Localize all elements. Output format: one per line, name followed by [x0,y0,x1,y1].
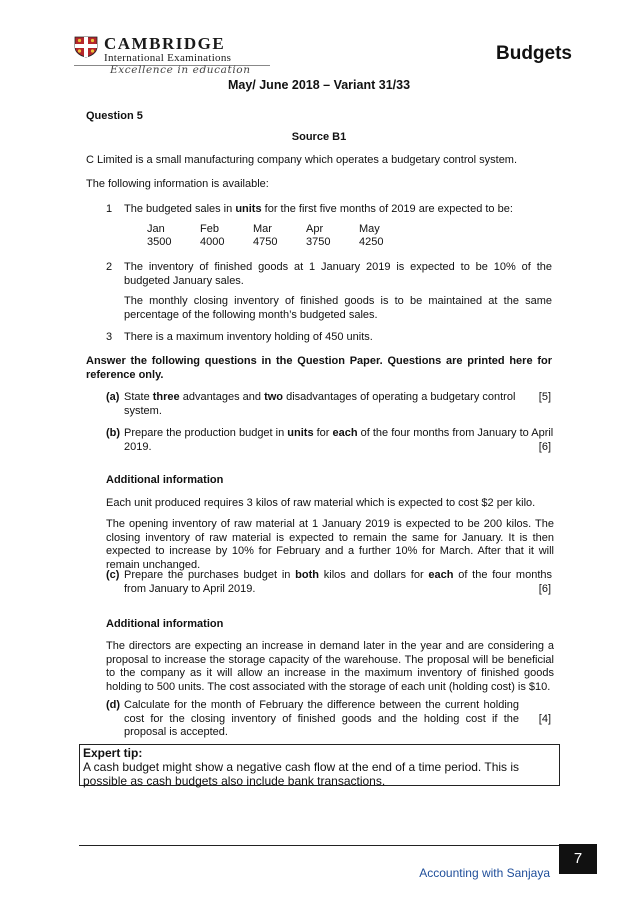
month-cell: Feb [200,223,219,235]
answer-note: Answer the following questions in the Question Paper. Questions are printed here for reference only. [86,355,552,381]
cambridge-logo [74,34,274,78]
sales-cell: 3500 [147,236,172,248]
exam-title: May/ June 2018 – Variant 31/33 [227,78,411,92]
item-2-number: 2 [106,261,113,273]
part-b-label: (b) [106,427,121,439]
page-number: 7 [559,844,597,874]
part-a-b2: two [264,391,284,403]
sales-cell: 4250 [359,236,384,248]
crest-icon [74,36,98,58]
item-1-number: 1 [106,203,113,215]
part-a-label: (a) [106,391,120,403]
item-2-text-1: The inventory of finished goods at 1 January 2019 is expected to be 10% of the budgeted January sales. [124,261,552,287]
part-c-marks: [6] [538,583,551,595]
part-b-marks: [6] [538,441,551,453]
month-cell: Jan [147,223,165,235]
question-heading: Question 5 [86,110,143,122]
part-b-t3: of the four months from January to April 2019. [124,427,554,453]
part-c-t2: kilos and dollars for [319,569,429,581]
part-b-t1: Prepare the production budget in [124,427,288,439]
part-c-b1: both [295,569,319,581]
expert-tip-title: Expert tip: [83,746,143,760]
part-d-marks: [4] [538,713,551,725]
part-a-t1: State [124,391,153,403]
part-b-b1: units [287,427,314,439]
part-c-t1: Prepare the purchases budget in [124,569,296,581]
sales-cell: 4750 [253,236,278,248]
part-c-text [124,569,552,596]
expert-tip-box [79,744,560,786]
item-1-text [124,203,552,217]
sales-table [147,223,412,249]
additional-info-heading-1: Additional information [106,474,224,486]
additional-info-1-p2: The opening inventory of raw material at 1 January 2019 is expected to be 200 kilos. The closing inventory of raw material is expected to remain the same for January. It is then expected to increase by 10% for February and a further 10% for March. After that it will remain unchanged. [106,518,554,571]
item-3-text: There is a maximum inventory holding of 450 units. [124,331,373,343]
additional-info-2-p1: The directors are expecting an increase in demand later in the year and are considering a proposal to increase the storage capacity of the warehouse. The proposal will be beneficial to the company as it will allow an increase in the maximum inventory of finished goods holding to 500 units. The cost associated with the storage of each unit (holding cost) is $10. [106,640,554,693]
source-heading: Source B1 [291,131,347,143]
month-cell: Apr [306,223,324,235]
item-1-text-bold: units [235,203,262,215]
item-1-text-a: The budgeted sales in [124,203,236,215]
item-1-text-b: for the first five months of 2019 are expected to be: [261,203,513,215]
sales-cell: 4000 [200,236,225,248]
additional-info-1-p1: Each unit produced requires 3 kilos of raw material which is expected to cost $2 per kilo. [106,497,536,509]
item-2-text-2: The monthly closing inventory of finished goods is to be maintained at the same percentage of the following month’s budgeted sales. [124,295,552,321]
part-c-b2: each [428,569,454,581]
sales-values-row [147,236,412,249]
footer-divider [79,845,560,846]
month-cell: May [359,223,380,235]
logo-tagline: Excellence in education [110,64,251,76]
part-a-t3: disadvantages of operating a budgetary control system. [124,391,516,417]
part-a-t2: advantages and [179,391,265,403]
logo-main-text: CAMBRIDGE [104,34,226,53]
part-a-b1: three [152,391,180,403]
part-b-t2: for [313,427,333,439]
footer-text: Accounting with Sanjaya [419,866,550,880]
part-a-marks: [5] [538,391,551,403]
part-b-text [124,427,554,454]
part-c-label: (c) [106,569,120,581]
info-lead-text: The following information is available: [86,178,269,190]
logo-sub-text: International Examinations [104,52,232,64]
part-b-b2: each [332,427,358,439]
item-3-number: 3 [106,331,113,343]
sales-cell: 3750 [306,236,331,248]
part-c-t3: of the four months from January to April 2019. [124,569,552,595]
part-d-label: (d) [106,699,121,711]
intro-text: C Limited is a small manufacturing company which operates a budgetary control system. [86,154,518,166]
part-d-text: Calculate for the month of February the difference between the current holding cost for the closing inventory of finished goods and the holding cost if the proposal is accepted. [124,699,519,738]
sales-months-row [147,223,412,236]
section-title: Budgets [496,43,572,64]
month-cell: Mar [253,223,272,235]
expert-tip-text: A cash budget might show a negative cash flow at the end of a time period. This is possible as cash budgets also include bank transactions. [83,760,520,788]
part-a-text [124,391,524,418]
additional-info-heading-2: Additional information [106,618,224,630]
